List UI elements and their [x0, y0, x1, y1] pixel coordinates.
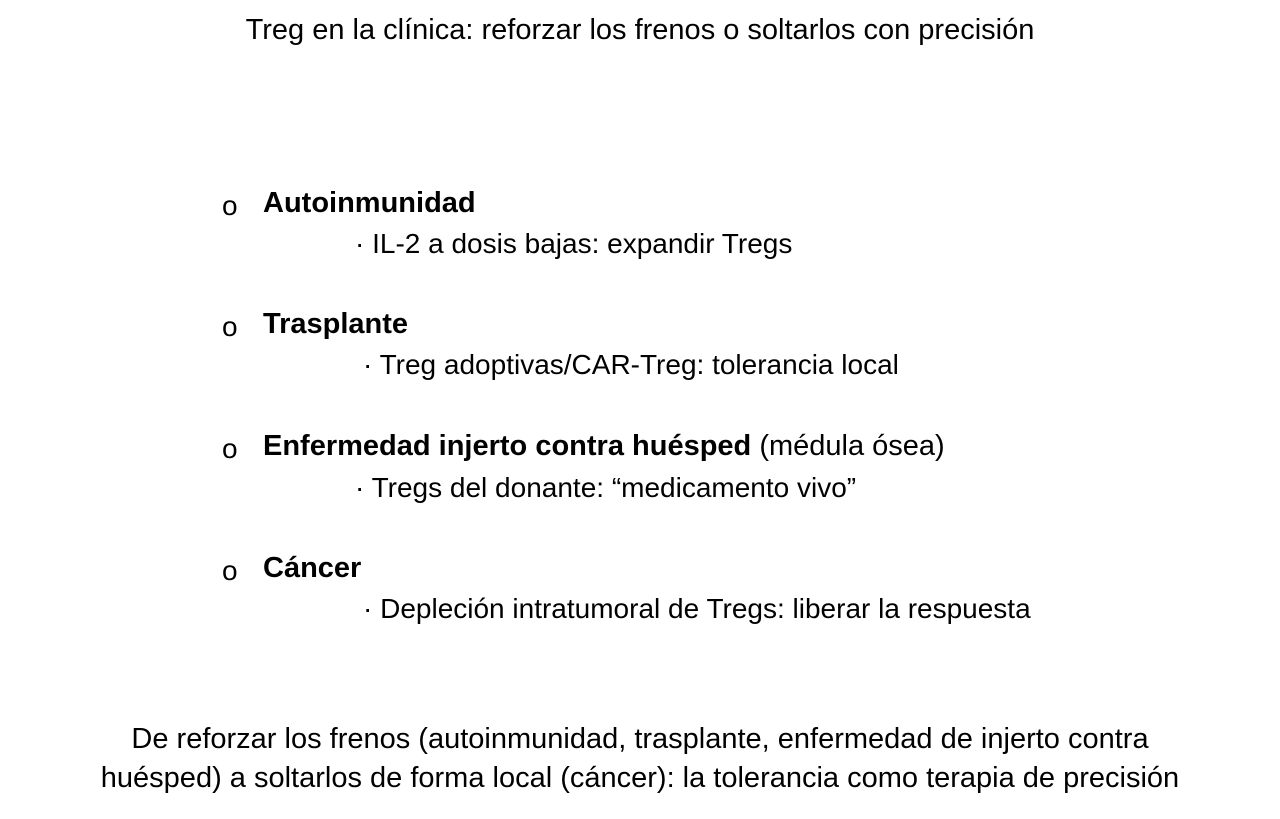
- item-heading-autoinmunidad: [263, 187, 476, 220]
- heading-text: Autoinmunidad: [263, 187, 476, 219]
- footer-line: De reforzar los frenos (autoinmunidad, trasplante, enfermedad de injerto contra: [131, 723, 1149, 755]
- footer-line: huésped) a soltarlos de forma local (cáncer): la tolerancia como terapia de precisión: [100, 762, 1180, 794]
- slide-title: Treg en la clínica: reforzar los frenos o soltarlos con precisión: [245, 14, 1035, 46]
- bullet-icon: o: [222, 555, 238, 586]
- item-detail: · Treg adoptivas/CAR-Treg: tolerancia local: [363, 349, 899, 380]
- item-detail: · Depleción intratumoral de Tregs: liberar la respuesta: [363, 593, 1031, 624]
- slide-footer: [0, 720, 1280, 798]
- heading-text: Enfermedad injerto contra huésped: [263, 430, 752, 462]
- bullet-icon: o: [222, 311, 238, 342]
- bullet-icon: o: [222, 190, 238, 221]
- heading-suffix: (médula ósea): [751, 430, 945, 462]
- item-detail: · IL-2 a dosis bajas: expandir Tregs: [355, 228, 793, 259]
- item-heading-trasplante: [263, 308, 408, 341]
- heading-text: Trasplante: [263, 308, 409, 340]
- bullet-icon: o: [222, 433, 238, 464]
- item-heading-ejch: [263, 430, 945, 463]
- item-heading-cancer: [263, 552, 361, 585]
- heading-text: Cáncer: [263, 552, 362, 584]
- item-detail: · Tregs del donante: “medicamento vivo”: [355, 472, 857, 503]
